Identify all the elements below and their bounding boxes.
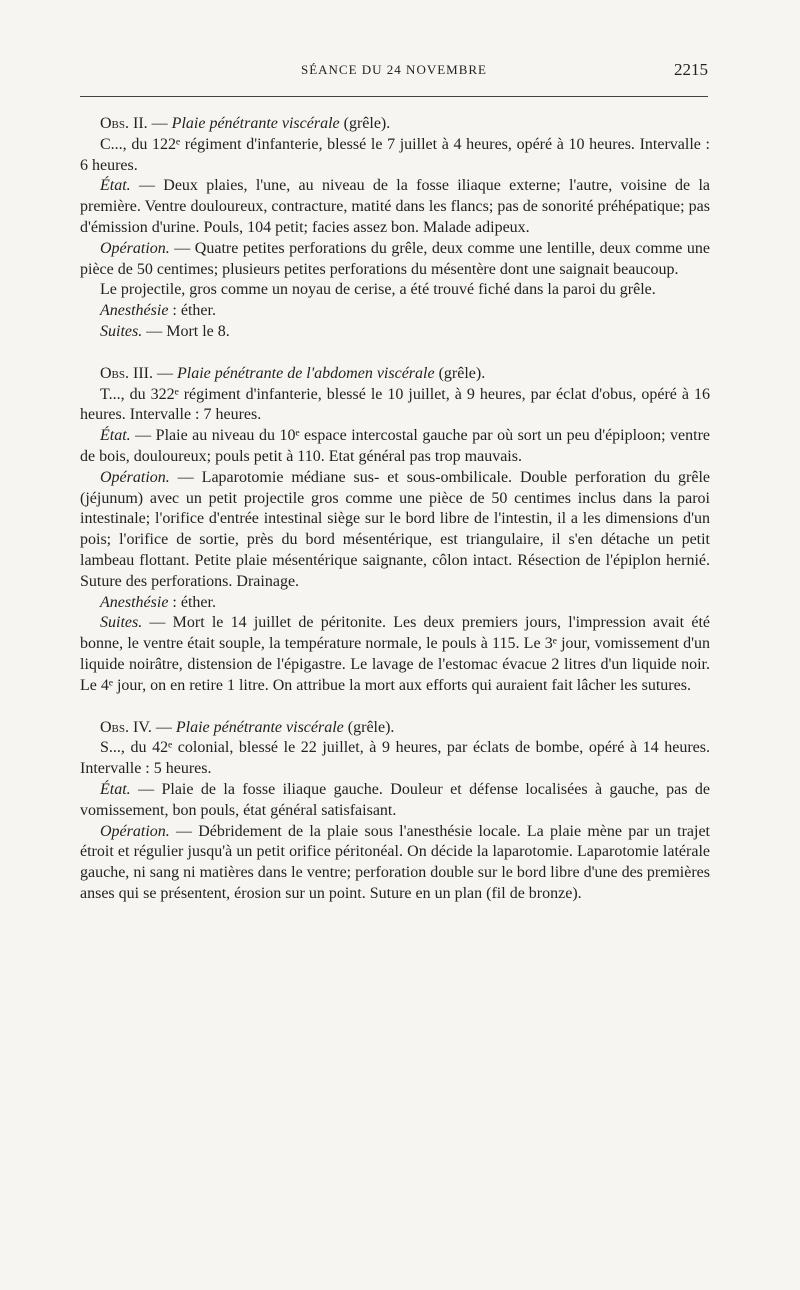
obs-3-suites <box>80 613 710 696</box>
obs-2-patient: C..., du 122ᵉ régiment d'infanterie, blessé le 7 juillet à 4 heures, opéré à 10 heures. Intervalle : 6 heures. <box>80 135 710 174</box>
etat-text: — Plaie de la fosse iliaque gauche. Douleur et défense localisées à gauche, pas de vomissement, bon pouls, état général satisfaisant. <box>80 780 710 819</box>
page-number: 2215 <box>674 60 708 79</box>
anesthesie-label: Anesthésie <box>100 593 169 611</box>
header-rule <box>80 96 708 97</box>
obs-3-operation <box>80 468 710 593</box>
etat-label: État. <box>100 780 131 798</box>
obs-4-heading: Obs. IV. — Plaie pénétrante viscérale (grêle). <box>100 718 395 736</box>
operation-text: — Débridement de la plaie sous l'anesthésie locale. La plaie mène par un trajet étroit et régulier jusqu'à un petit orifice péritonéal. On décide la laparotomie. Laparotomie latérale gauche, ni sang ni matières dans le ventre; perforation double sur le bord libre d'une des premières anses qui se présentent, érosion sur un point. Suture en un plan (fil de bronze). <box>80 822 710 902</box>
etat-label: État. <box>100 427 131 445</box>
obs-4-patient: S..., du 42ᵉ colonial, blessé le 22 juillet, à 9 heures, par éclats de bombe, opéré à 14 heures. Intervalle : 5 heures. <box>80 739 710 778</box>
etat-text: — Deux plaies, l'une, au niveau de la fosse iliaque externe; l'autre, voisine de la première. Ventre douloureux, contracture, matité dans les flancs; pas de sonorité préhépatique; pas d'émission d'urine. Pouls, 104 petit; facies assez bon. Malade adipeux. <box>80 177 710 236</box>
obs-2-suites <box>80 322 710 343</box>
operation-label: Opération. <box>100 239 170 257</box>
operation-label: Opération. <box>100 822 170 840</box>
obs-3-etat <box>80 426 710 468</box>
obs-3-anesthesie <box>80 593 710 614</box>
running-head: SÉANCE DU 24 NOVEMBRE <box>300 62 488 77</box>
etat-label: État. <box>100 177 131 195</box>
suites-label: Suites. <box>100 614 143 632</box>
obs-title-suffix: (grêle). <box>339 115 391 132</box>
anesthesie-label: Anesthésie <box>100 302 169 320</box>
etat-text: — Plaie au niveau du 10ᵉ espace intercostal gauche par où sort un peu d'épiploon; ventre de bois, douloureux; pouls petit à 110. Etat général pas trop mauvais. <box>80 427 710 465</box>
obs-3-heading: Obs. III. — Plaie pénétrante de l'abdomen viscérale (grêle). <box>100 364 486 382</box>
document-body <box>80 114 710 905</box>
obs-title: Plaie pénétrante viscérale <box>171 115 340 132</box>
operation-text: — Quatre petites perforations du grêle, deux comme une lentille, deux comme une pièce de 50 centimes; plusieurs petites perforations du mésentère dont une saignait beaucoup. <box>80 239 710 278</box>
obs-title-suffix: (grêle). <box>434 364 486 382</box>
obs-2-anesthesie <box>80 301 710 322</box>
obs-title: Plaie pénétrante viscérale <box>175 718 344 736</box>
suites-text: — Mort le 8. <box>142 322 230 340</box>
obs-2-heading: Obs. II. — Plaie pénétrante viscérale (grêle). <box>100 115 391 132</box>
obs-title-suffix: (grêle). <box>343 718 395 736</box>
page-header <box>80 60 708 82</box>
obs-4-etat <box>80 780 710 822</box>
operation-text: — Laparotomie médiane sus- et sous-ombilicale. Double perforation du grêle (jéjunum) avec un petit projectile gros comme une pièce de 50 centimes inclus dans la paroi intestinale; l'orifice d'entrée intestinal siège sur le bord libre de l'intestin, il a les dimensions d'un pois; l'orifice de sortie, près du bord mésentérique, est triangulaire, il s'en détache un petit lambeau flottant. Petite plaie mésentérique saignante, côlon intact. Résection de l'épiplon hernié. Suture des perforations. Drainage. <box>80 468 710 590</box>
suites-label: Suites. <box>100 322 143 340</box>
obs-3-patient: T..., du 322ᵉ régiment d'infanterie, blessé le 10 juillet, à 9 heures, par éclat d'obus, opéré à 16 heures. Intervalle : 7 heures. <box>80 385 710 424</box>
anesthesie-text: : éther. <box>168 302 216 320</box>
obs-label: Obs. II. <box>100 115 148 132</box>
obs-label: Obs. IV. <box>100 718 152 736</box>
obs-title: Plaie pénétrante de l'abdomen viscérale <box>177 364 435 382</box>
anesthesie-text: : éther. <box>168 593 216 611</box>
obs-2-projectile: Le projectile, gros comme un noyau de cerise, a été trouvé fiché dans la paroi du grêle. <box>100 281 656 299</box>
suites-text: — Mort le 14 juillet de péritonite. Les deux premiers jours, l'impression avait été bonne, le ventre était souple, la température normale, le pouls à 115. Le 3ᵉ jour, vomissement d'un liquide noirâtre, distension de l'épigastre. Le lavage de l'estomac évacue 2 litres d'un liquide noir. Le 4ᵉ jour, on en retire 1 litre. On attribue la mort aux efforts qui auraient fait lâcher les sutures. <box>80 614 710 694</box>
obs-2-etat <box>80 176 710 238</box>
obs-4-operation <box>80 822 710 905</box>
obs-label: Obs. III. <box>100 364 153 382</box>
operation-label: Opération. <box>100 468 170 486</box>
obs-2-operation <box>80 239 710 281</box>
